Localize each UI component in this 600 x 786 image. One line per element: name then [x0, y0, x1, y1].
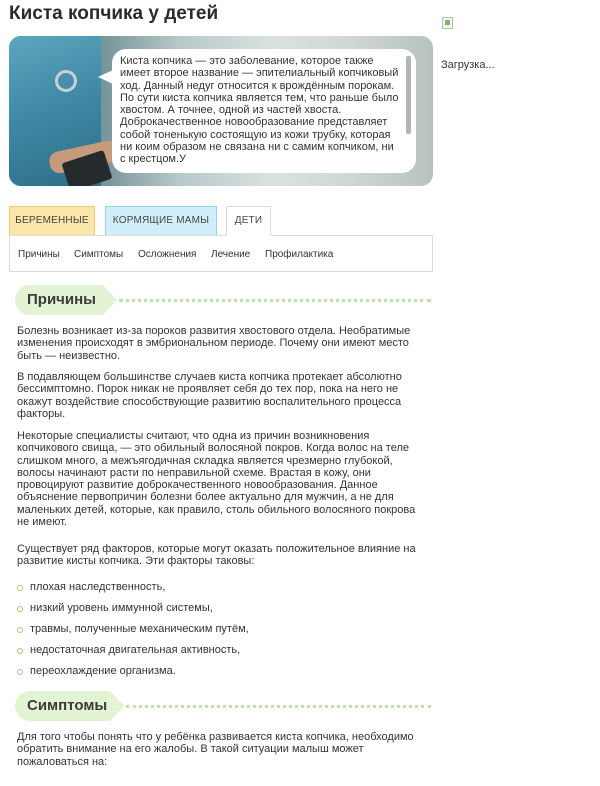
sidebar-loading-text: Загрузка...: [441, 59, 495, 71]
speech-bubble-tail: [98, 70, 113, 84]
hero-intro-bubble[interactable]: [112, 49, 416, 173]
symptoms-heading: Симптомы: [15, 691, 110, 721]
tab-kids[interactable]: ДЕТИ: [226, 206, 271, 236]
symptoms-paragraph: Для того чтобы понять что у ребёнка развивается киста копчика, необходимо обратить внимание на его жалобы. В такой ситуации малыш может пожаловаться на:: [17, 731, 414, 768]
bullet-icon: [17, 648, 23, 654]
dotted-divider: [119, 299, 431, 302]
subnav-symptoms-link[interactable]: Симптомы: [74, 249, 124, 260]
causes-paragraph: Некоторые специалисты считают, что одна из причин возникновения копчикового свища, — это обильный волосяной покров. Когда волос на теле слишком много, а межъягодичная складка является чрезмерно глубокой, волосы начинают расти по неправильной схеме. Врастая в кожу, они провоцируют развитие доброкачественного новообразования. Данное объяснение первопричин болезни более актуально для мужчин, а не для маленьких детей, которые, как правило, столь обильного волосяного покрова не имеют.: [17, 430, 416, 529]
causes-paragraph: Существует ряд факторов, которые могут оказать положительное влияние на развитие кисты копчика. Эти факторы таковы:: [17, 543, 416, 568]
tab-pregnant[interactable]: БЕРЕМЕННЫЕ: [9, 206, 95, 236]
section-subnav: [9, 235, 433, 272]
dotted-divider: [126, 705, 431, 708]
page-title: Киста копчика у детей: [9, 3, 219, 24]
hero-intro-text: Киста копчика — это заболевание, которое также имеет второе название — эпителиальный копчиковый ход. Данный недуг относится к врождённым порокам. По сути киста копчика является тем, что раньше было хвостом. А точнее, одной из частей хвоста. Доброкачественное новообразование представляет собой тоненькую состоящую из кожи трубку, которая ни коим образом не связана ни с самим копчиком, ни с крестцом.У: [120, 55, 399, 166]
heading-arrow: [103, 285, 117, 315]
bullet-icon: [17, 585, 23, 591]
causes-heading: Причины: [15, 285, 103, 315]
tab-nursing-moms[interactable]: КОРМЯЩИЕ МАМЫ: [105, 206, 217, 236]
subnav-causes-link[interactable]: Причины: [18, 249, 60, 260]
heading-arrow: [110, 691, 124, 721]
bullet-icon: [17, 627, 23, 633]
causes-paragraph: В подавляющем большинстве случаев киста копчика протекает абсолютно бессимптомно. Порок никак не проявляет себя до тех пор, пока на него не окажут воздействие способствующие развитию воспалительного процесса факторы.: [17, 371, 402, 420]
bubble-scrollbar[interactable]: [406, 56, 411, 134]
bullet-icon: [17, 669, 23, 675]
hero-banner: [9, 36, 433, 186]
stethoscope-icon: [55, 70, 77, 92]
bullet-icon: [17, 606, 23, 612]
subnav-prevention-link[interactable]: Профилактика: [265, 249, 334, 260]
causes-paragraph: Болезнь возникает из-за пороков развития хвостового отдела. Необратимые изменения происходят в эмбриональном периоде. Почему они имеют место быть — неизвестно.: [17, 325, 411, 362]
broken-image-icon: [442, 17, 453, 29]
subnav-complications-link[interactable]: Осложнения: [138, 249, 197, 260]
subnav-treatment-link[interactable]: Лечение: [211, 249, 251, 260]
